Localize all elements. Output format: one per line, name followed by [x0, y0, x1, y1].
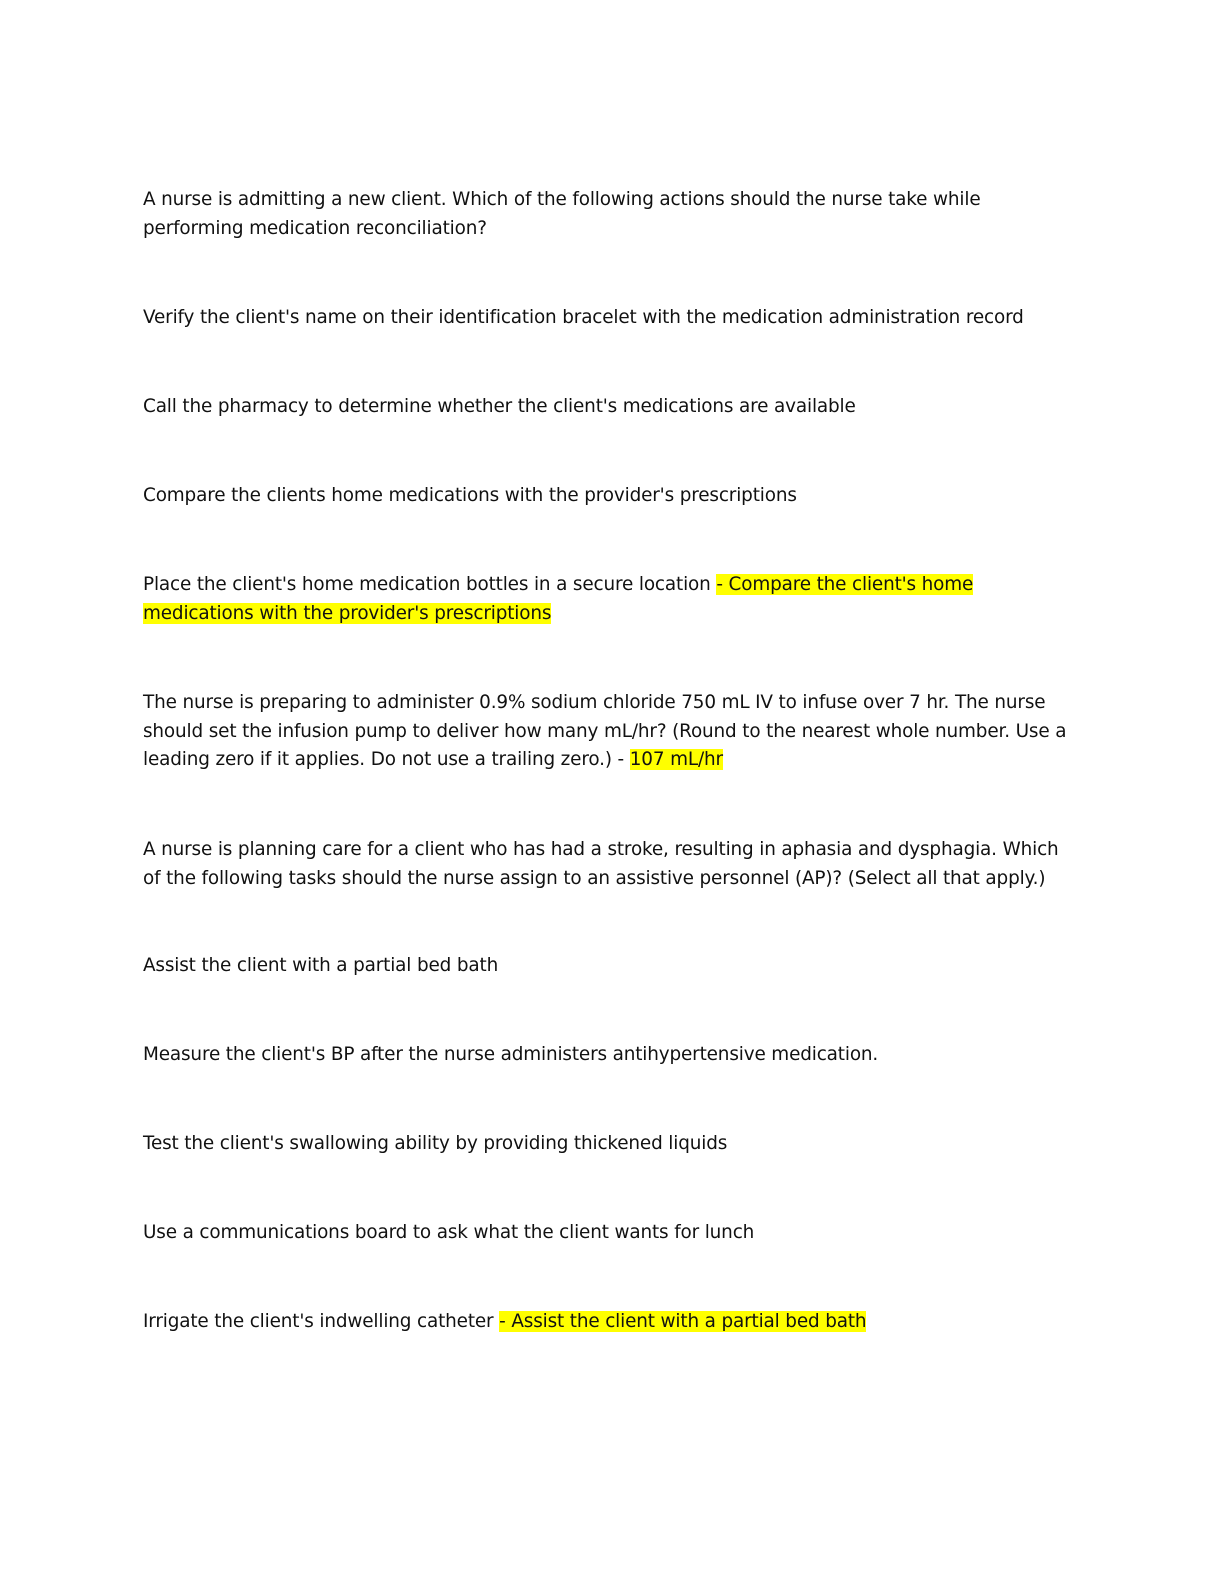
paragraph-text: Assist the client with a partial bed bath: [143, 955, 499, 976]
question-3-option-a: [143, 952, 1073, 981]
question-3-stem: [143, 836, 1073, 893]
paragraph-text: Irrigate the client's indwelling catheter: [143, 1311, 500, 1332]
question-3-option-b: [143, 1041, 1073, 1070]
highlighted-answer: 107 mL/hr: [629, 749, 723, 770]
paragraph-text: Place the client's home medication bottles in a secure location: [143, 574, 717, 595]
paragraph-text: A nurse is admitting a new client. Which of the following actions should the nurse take while performing medication reconciliation?: [143, 189, 981, 239]
question-1-option-c: [143, 482, 1073, 511]
paragraph-text: The nurse is preparing to administer 0.9% sodium chloride 750 mL IV to infuse over 7 hr. The nurse should set the infusion pump to deliver how many mL/hr? (Round to the nearest whole number. Use a leading zero if it applies. Do not use a trailing zero.) -: [143, 692, 1067, 770]
question-1-option-b: [143, 393, 1073, 422]
question-3-option-d: [143, 1219, 1073, 1248]
question-3-option-e-with-answer: [143, 1308, 1073, 1337]
paragraph-text: Call the pharmacy to determine whether the client's medications are available: [143, 396, 856, 417]
paragraph-text: A nurse is planning care for a client who has had a stroke, resulting in aphasia and dysphagia. Which of the following tasks should the nurse assign to an assistive personnel (AP)? (Select all that apply.): [143, 839, 1059, 889]
question-3-option-c: [143, 1130, 1073, 1159]
question-1-option-a: [143, 304, 1073, 333]
question-1-stem: [143, 186, 1073, 243]
paragraph-text: Use a communications board to ask what the client wants for lunch: [143, 1222, 755, 1243]
question-1-option-d-with-answer: [143, 571, 1073, 628]
paragraph-text: Verify the client's name on their identification bracelet with the medication administration record: [143, 307, 1024, 328]
paragraph-text: Test the client's swallowing ability by providing thickened liquids: [143, 1133, 728, 1154]
question-2-with-answer: [143, 689, 1073, 775]
highlighted-answer: - Compare the client's home medications with the provider's prescriptions: [143, 574, 974, 624]
paragraph-text: Measure the client's BP after the nurse administers antihypertensive medication.: [143, 1044, 879, 1065]
paragraph-text: Compare the clients home medications with the provider's prescriptions: [143, 485, 797, 506]
highlighted-answer: - Assist the client with a partial bed bath: [499, 1311, 867, 1332]
